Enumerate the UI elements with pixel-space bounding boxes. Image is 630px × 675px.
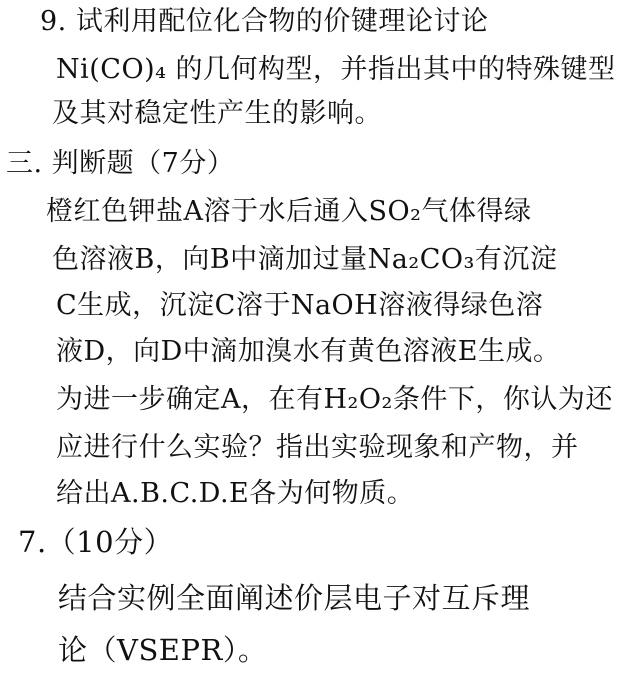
section-3-line-3: C生成，沉淀C溶于NaOH溶液得绿色溶 — [56, 290, 544, 321]
section-3-line-4: 液D，向D中滴加溴水有黄色溶液E生成。 — [56, 336, 561, 367]
section-3-line-6: 应进行什么实验？指出实验现象和产物，并 — [56, 432, 579, 463]
section-3-line-5: 为进一步确定A，在有H₂O₂条件下，你认为还 — [56, 384, 613, 415]
question-7-line-1: 结合实例全面阐述价层电子对互斥理 — [58, 581, 531, 615]
question-7-heading: 7.（10分） — [18, 525, 174, 559]
section-3-line-1: 橙红色钾盐A溶于水后通入SO₂气体得绿 — [46, 196, 532, 227]
section-3-heading: 三. 判断题（7分） — [6, 148, 235, 179]
section-3-line-2: 色溶液B，向B中滴加过量Na₂CO₃有沉淀 — [52, 244, 558, 275]
question-7-line-2: 论（VSEPR）。 — [58, 633, 268, 667]
question-9-line-2: Ni(CO)₄ 的几何构型，并指出其中的特殊键型 — [56, 54, 616, 85]
section-3-line-7: 给出A.B.C.D.E各为何物质。 — [56, 478, 415, 509]
question-9-line-1: 9. 试利用配位化合物的价键理论讨论 — [40, 6, 489, 37]
question-9-line-3: 及其对稳定性产生的影响。 — [52, 98, 382, 129]
